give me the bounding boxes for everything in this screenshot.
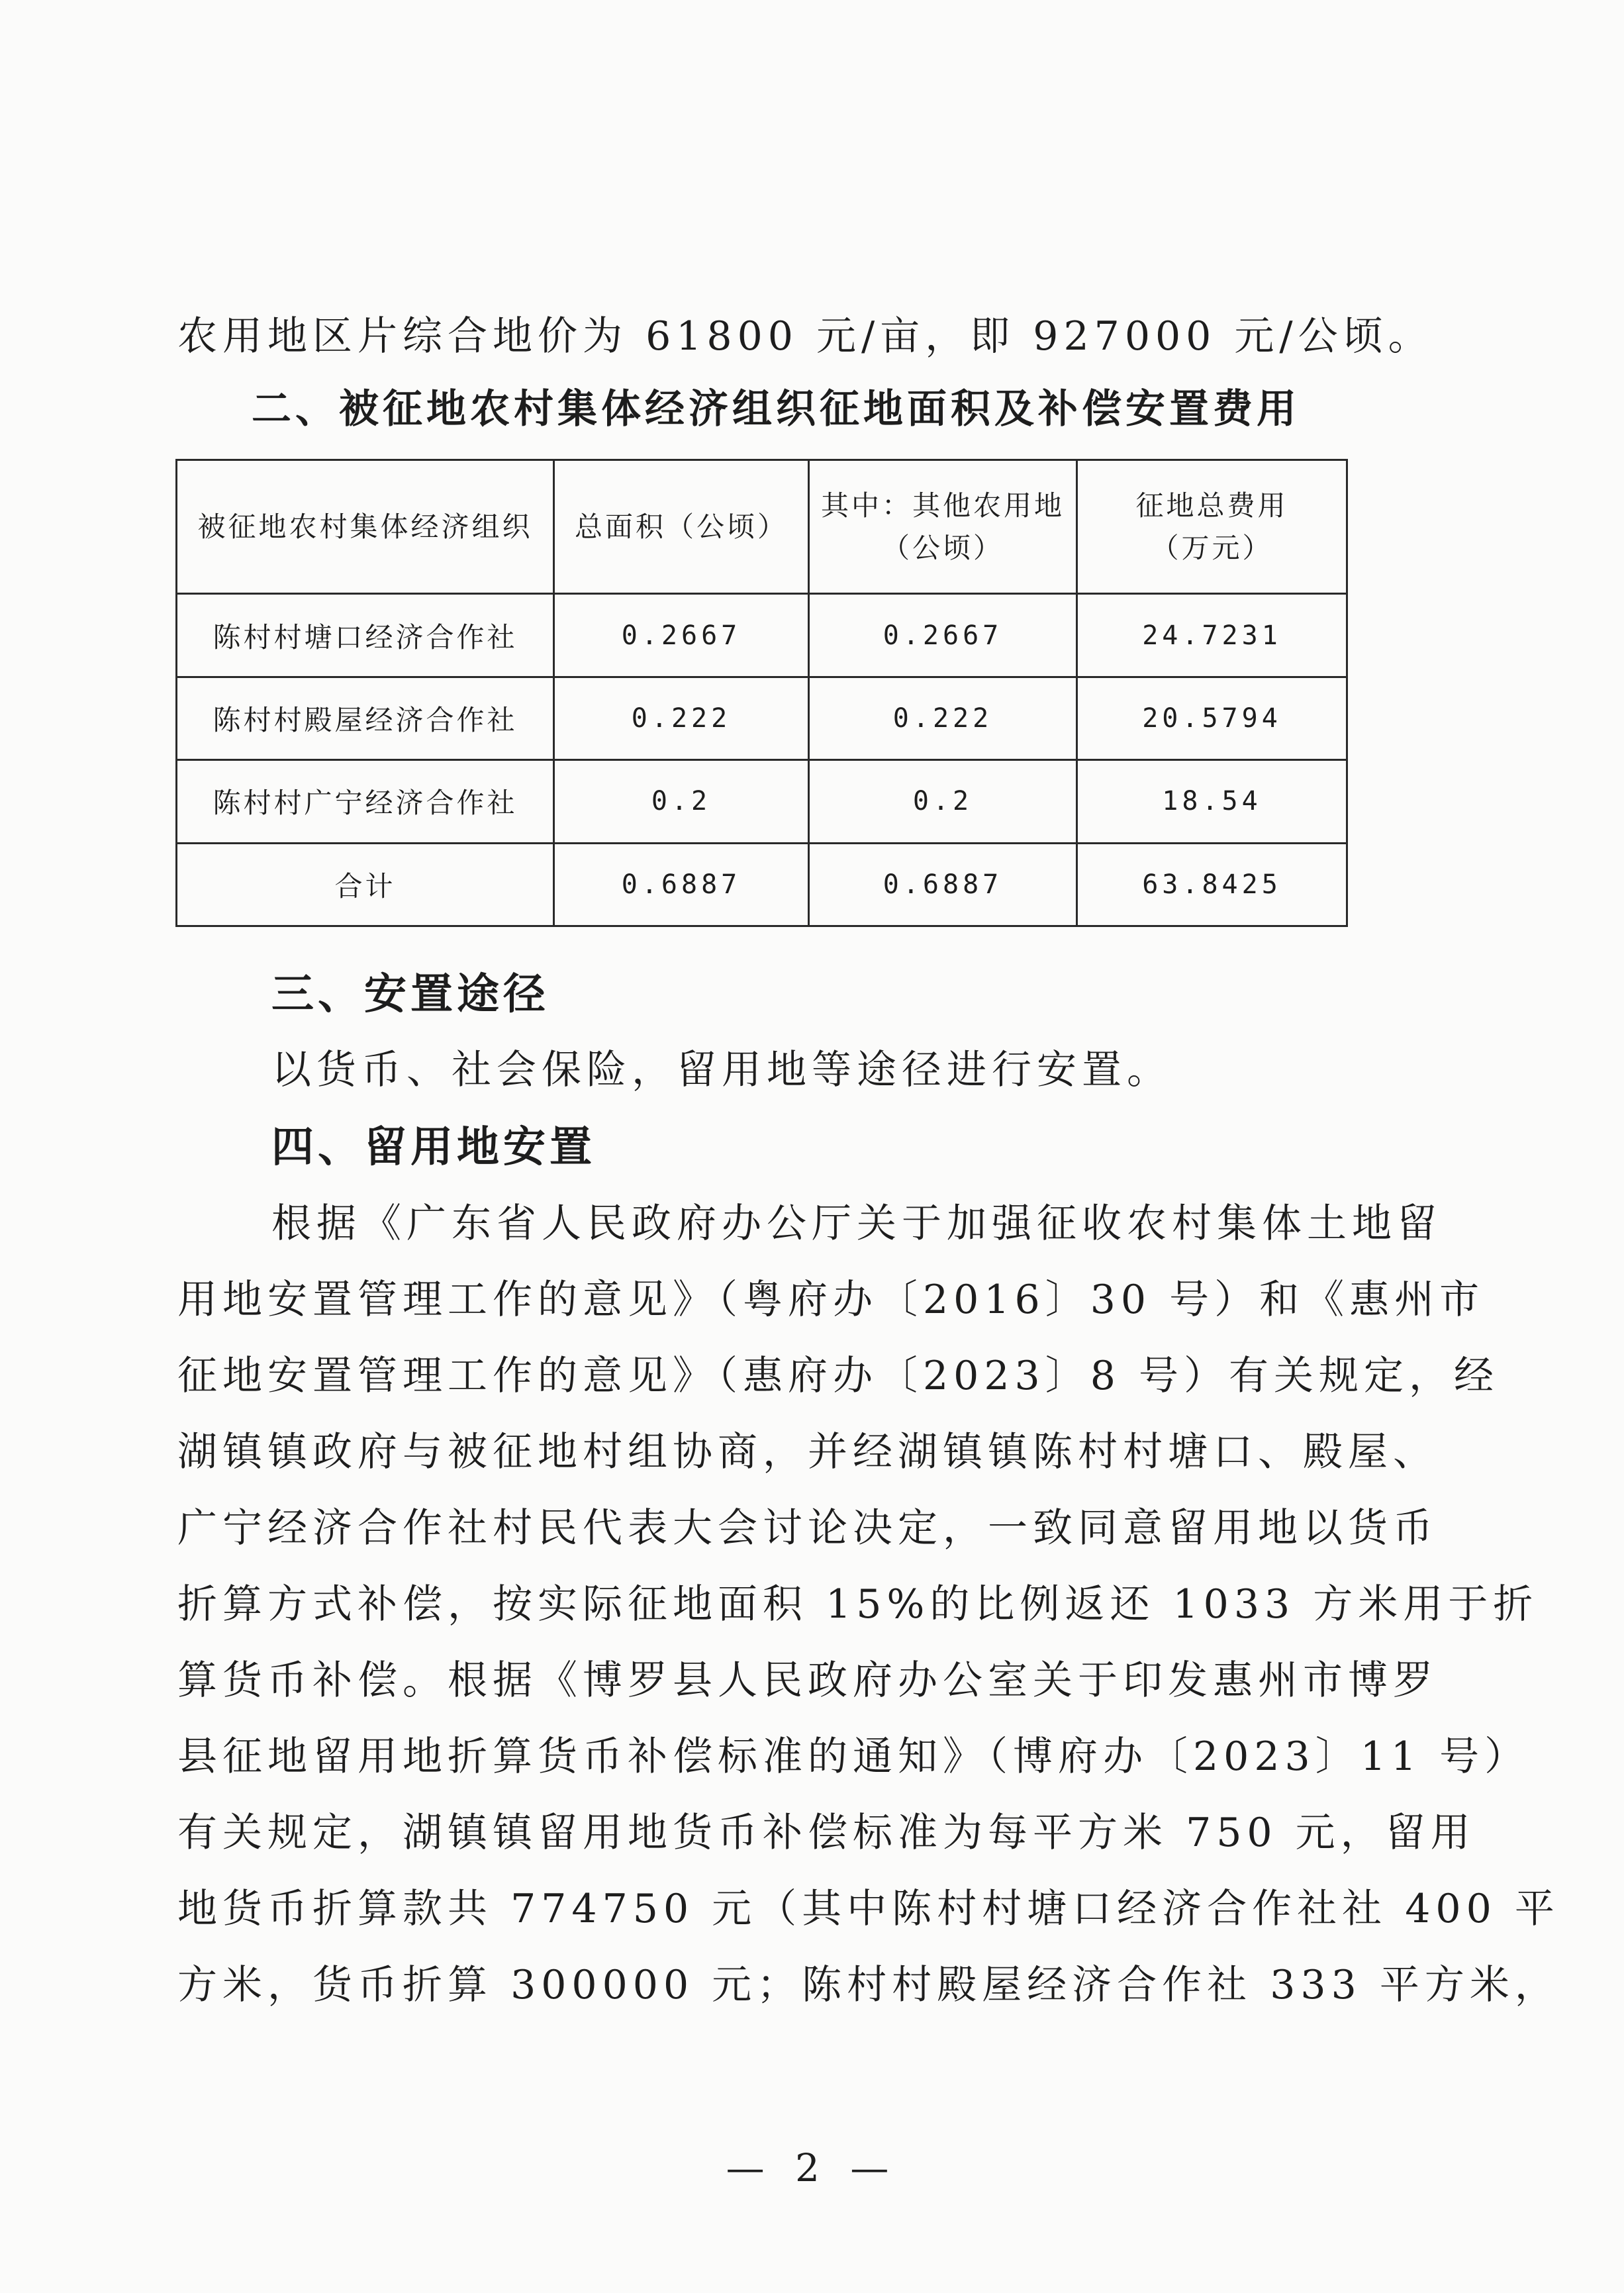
page-number: — 2 — — [726, 2145, 898, 2190]
section-4-line: 折算方式补偿，按实际征地面积 15%的比例返还 1033 方米用于折 — [177, 1581, 1539, 1628]
section-4-line: 根据《广东省人民政府办公厅关于加强征收农村集体土地留 — [271, 1200, 1442, 1247]
table-row — [177, 760, 1347, 843]
section-3-heading: 三、安置途径 — [271, 970, 549, 1019]
section-4-line: 用地安置管理工作的意见》（粤府办〔2016〕30 号）和《惠州市 — [177, 1277, 1485, 1323]
section-4-line: 县征地留用地折算货币补偿标准的通知》（博府办〔2023〕11 号） — [177, 1733, 1530, 1780]
other-farmland-cell: 0.2667 — [809, 594, 1077, 677]
org-cell: 陈村村殿屋经济合作社 — [177, 677, 554, 759]
section-4-line: 广宁经济合作社村民代表大会讨论决定，一致同意留用地以货币 — [177, 1505, 1438, 1551]
table-row — [177, 594, 1347, 677]
header-total-area: 总面积（公顷） — [554, 460, 809, 594]
total-cost-cell: 20.5794 — [1077, 677, 1347, 759]
total-cost-cell: 24.7231 — [1077, 594, 1347, 677]
header-other-farmland: 其中：其他农用地 （公顷） — [809, 460, 1077, 594]
total-area-cell: 0.2 — [554, 760, 809, 843]
section-3-body: 以货币、社会保险，留用地等途径进行安置。 — [271, 1047, 1172, 1093]
section-4-line: 湖镇镇政府与被征地村组协商，并经湖镇镇陈村村塘口、殿屋、 — [177, 1429, 1438, 1475]
total-cost-cell: 18.54 — [1077, 760, 1347, 843]
table-row — [177, 677, 1347, 759]
section-4-line: 有关规定，湖镇镇留用地货币补偿标准为每平方米 750 元，留用 — [177, 1810, 1476, 1856]
section-4-line: 地货币折算款共 774750 元（其中陈村村塘口经济合作社社 400 平 — [177, 1886, 1560, 1932]
total-label-cell: 合计 — [177, 843, 554, 926]
other-farmland-cell: 0.222 — [809, 677, 1077, 759]
other-farmland-cell: 0.2 — [809, 760, 1077, 843]
other-farmland-cell: 0.6887 — [809, 843, 1077, 926]
table-header-row — [177, 460, 1347, 594]
section-4-line: 方米，货币折算 300000 元；陈村村殿屋经济合作社 333 平方米， — [177, 1962, 1560, 2008]
total-cost-cell: 63.8425 — [1077, 843, 1347, 926]
org-cell: 陈村村广宁经济合作社 — [177, 760, 554, 843]
total-area-cell: 0.222 — [554, 677, 809, 759]
intro-line: 农用地区片综合地价为 61800 元/亩，即 927000 元/公顷。 — [177, 313, 1433, 360]
total-area-cell: 0.6887 — [554, 843, 809, 926]
section-4-line: 算货币补偿。根据《博罗县人民政府办公室关于印发惠州市博罗 — [177, 1657, 1438, 1704]
header-org: 被征地农村集体经济组织 — [177, 460, 554, 594]
section-4-heading: 四、留用地安置 — [271, 1123, 596, 1172]
section-2-heading: 二、被征地农村集体经济组织征地面积及补偿安置费用 — [252, 386, 1300, 432]
land-compensation-table — [175, 459, 1348, 927]
table-total-row — [177, 843, 1347, 926]
header-total-cost: 征地总费用 （万元） — [1077, 460, 1347, 594]
total-area-cell: 0.2667 — [554, 594, 809, 677]
section-4-line: 征地安置管理工作的意见》（惠府办〔2023〕8 号）有关规定，经 — [177, 1353, 1499, 1399]
org-cell: 陈村村塘口经济合作社 — [177, 594, 554, 677]
